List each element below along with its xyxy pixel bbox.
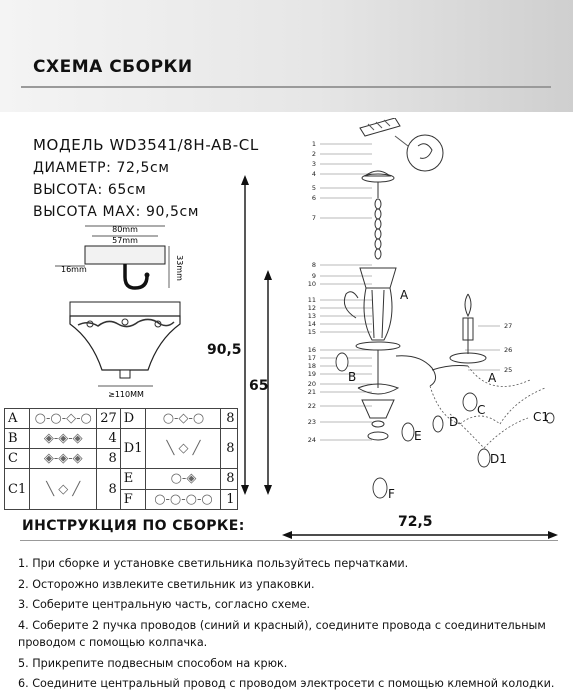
- list-item: 6. Соедините центральный провод с проводом электросети с помощью клемной колодки.: [18, 677, 555, 690]
- dim-33-label: 33mm: [175, 255, 184, 281]
- instructions-list: [18, 555, 568, 696]
- svg-text:23: 23: [307, 418, 316, 426]
- svg-text:10: 10: [307, 280, 316, 288]
- svg-text:E: E: [414, 429, 422, 443]
- svg-text:7: 7: [311, 214, 316, 222]
- table-row: F ○‑○‑○‑○ 1: [5, 489, 238, 510]
- canopy-dim-label: ≥110MM: [108, 390, 144, 399]
- svg-text:2: 2: [311, 150, 316, 158]
- svg-text:19: 19: [307, 370, 316, 378]
- callout-numbers: [308, 140, 513, 444]
- list-item: 1. При сборке и установке светильника пользуйтесь перчатками.: [18, 557, 409, 570]
- table-row: C1 ╲ ◇ ╱ 8 E ○‑◈ 8: [5, 469, 238, 490]
- table-row: A ○‑○‑◇‑○ 27 D ○‑◇‑○ 8: [5, 409, 238, 429]
- diameter-dimension: 72,5: [398, 514, 433, 530]
- parts-table: [4, 408, 238, 510]
- dim-57-label: 57mm: [112, 236, 138, 245]
- svg-text:A: A: [488, 371, 497, 385]
- svg-text:20: 20: [307, 380, 316, 388]
- svg-text:A: A: [400, 288, 409, 302]
- svg-text:B: B: [348, 370, 357, 384]
- svg-text:25: 25: [504, 366, 513, 374]
- svg-text:1: 1: [311, 140, 316, 148]
- svg-text:D1: D1: [490, 452, 507, 466]
- header-band: [0, 0, 573, 112]
- list-item: 3. Соберите центральную часть, согласно схеме.: [18, 598, 311, 611]
- svg-text:6: 6: [311, 194, 316, 202]
- svg-text:11: 11: [307, 296, 316, 304]
- svg-text:18: 18: [307, 362, 316, 370]
- svg-text:27: 27: [504, 322, 513, 330]
- svg-text:12: 12: [307, 304, 316, 312]
- table-row: B ◈‑◈‑◈ 4 D1 ╲ ◇ ╱ 8: [5, 429, 238, 449]
- svg-text:D: D: [449, 415, 459, 429]
- svg-text:24: 24: [307, 436, 316, 444]
- max-height-dimension: 90,5: [207, 342, 242, 358]
- height-dimension: 65: [249, 378, 269, 394]
- dim-16-label: 16mm: [61, 265, 87, 274]
- crystal-drops: [336, 353, 554, 498]
- svg-text:26: 26: [504, 346, 513, 354]
- svg-text:14: 14: [307, 320, 316, 328]
- svg-text:C1: C1: [533, 410, 550, 424]
- ceiling-mount-detail: [360, 118, 443, 171]
- svg-text:C: C: [477, 403, 486, 417]
- instructions-title: ИНСТРУКЦИЯ ПО СБОРКЕ:: [22, 518, 245, 534]
- model-label: МОДЕЛЬ WD3541/8H-AB-CL: [33, 136, 259, 154]
- svg-text:3: 3: [311, 160, 316, 168]
- svg-text:13: 13: [307, 312, 316, 320]
- svg-text:17: 17: [307, 354, 316, 362]
- svg-text:8: 8: [311, 261, 316, 269]
- height-max-label: ВЫСОТА MAX: 90,5см: [33, 204, 199, 220]
- canopy-drawing: [68, 300, 188, 405]
- table-row: C ◈‑◈‑◈ 8: [5, 449, 238, 469]
- list-item: 4. Соберите 2 пучка проводов (синий и красный), соедините провода с соединительным проводом с помощью колпачка.: [18, 618, 546, 649]
- page-title: СХЕМА СБОРКИ: [33, 57, 193, 77]
- svg-text:4: 4: [311, 170, 316, 178]
- chandelier-schematic: [300, 118, 570, 513]
- hook-drawing: [55, 222, 190, 292]
- svg-text:9: 9: [311, 272, 316, 280]
- list-item: 2. Осторожно извлеките светильник из упаковки.: [18, 577, 315, 591]
- svg-text:22: 22: [307, 402, 316, 410]
- svg-text:16: 16: [307, 346, 316, 354]
- instructions-divider: [20, 540, 558, 541]
- list-item: 5. Прикрепите подвесным способом на крюк.: [18, 656, 288, 670]
- header-divider: [21, 86, 551, 88]
- svg-text:F: F: [388, 487, 395, 501]
- diameter-label: ДИАМЕТР: 72,5см: [33, 160, 170, 176]
- dim-80-label: 80mm: [112, 225, 138, 234]
- svg-text:21: 21: [307, 388, 316, 396]
- svg-text:5: 5: [311, 184, 316, 192]
- height-label: ВЫСОТА: 65см: [33, 182, 147, 198]
- svg-text:15: 15: [307, 328, 316, 336]
